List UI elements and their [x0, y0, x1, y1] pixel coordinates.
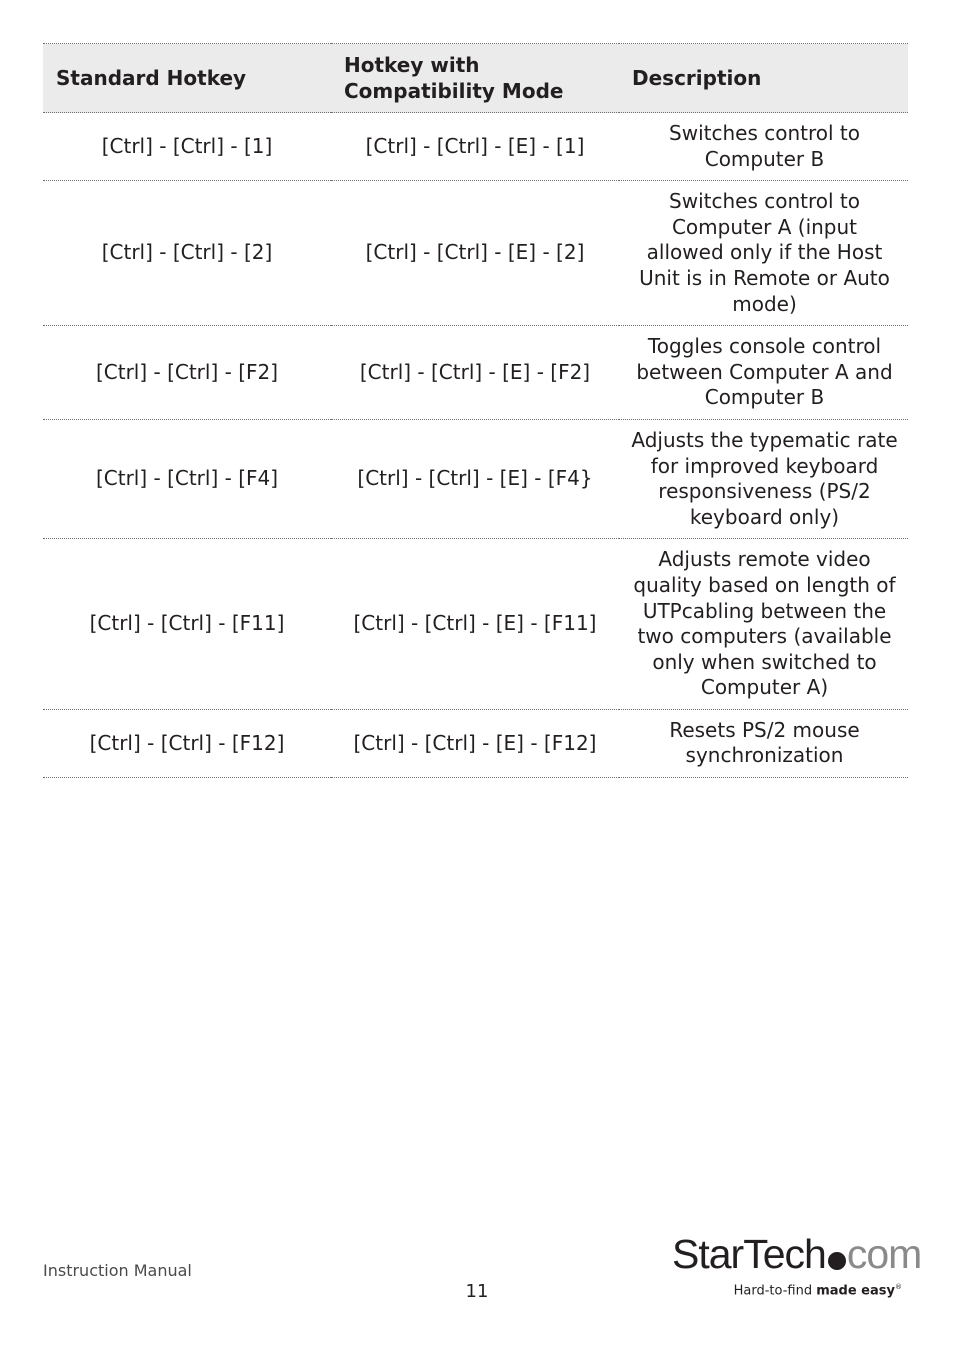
description-line: quality based on length of [633, 572, 896, 597]
logo-tagline [734, 1283, 902, 1298]
description-line: Switches control to [669, 189, 860, 214]
standard-hotkey-cell: [Ctrl] - [Ctrl] - [F12] [43, 709, 331, 777]
description-cell [619, 709, 908, 777]
compat-hotkey-cell: [Ctrl] - [Ctrl] - [E] - [F12] [331, 709, 619, 777]
description-line: Computer B [704, 385, 825, 410]
page-number: 11 [465, 1281, 489, 1302]
tagline-bold: made easy [816, 1283, 895, 1299]
table-row [43, 113, 908, 181]
description-line: allowed only if the Host [646, 240, 883, 265]
description-cell [619, 181, 908, 326]
logo-brand: StarTech [672, 1231, 826, 1277]
startech-logo [672, 1231, 922, 1304]
description-line: keyboard only) [689, 504, 840, 529]
description-cell [619, 539, 908, 710]
logo-tld: com [846, 1231, 922, 1277]
standard-hotkey-cell: [Ctrl] - [Ctrl] - [2] [43, 181, 331, 326]
description-line: only when switched to [652, 649, 877, 674]
description-cell [619, 113, 908, 181]
compat-hotkey-cell: [Ctrl] - [Ctrl] - [E] - [2] [331, 181, 619, 326]
description-line: Computer B [704, 146, 825, 171]
tagline-plain: Hard-to-find [733, 1283, 817, 1299]
header-description: Description [619, 44, 908, 113]
description-line: UTPcabling between the [642, 598, 887, 623]
header-compatibility-hotkey [331, 44, 619, 113]
standard-hotkey-cell: [Ctrl] - [Ctrl] - [1] [43, 113, 331, 181]
description-line: between Computer A and [636, 359, 893, 384]
description-line: Adjusts the typematic rate [631, 427, 898, 452]
description-line: mode) [732, 291, 797, 316]
table-row [43, 181, 908, 326]
compat-hotkey-cell: [Ctrl] - [Ctrl] - [E] - [F11] [331, 539, 619, 710]
table-header-row [43, 44, 908, 113]
description-cell [619, 419, 908, 538]
compat-hotkey-cell: [Ctrl] - [Ctrl] - [E] - [F4} [331, 419, 619, 538]
description-line: for improved keyboard [650, 453, 879, 478]
description-line: Switches control to [669, 121, 860, 145]
compat-hotkey-cell: [Ctrl] - [Ctrl] - [E] - [1] [331, 113, 619, 181]
header-compat-line2: Compatibility Mode [344, 79, 564, 103]
logo-wordmark [672, 1232, 921, 1276]
table-row [43, 539, 908, 710]
standard-hotkey-cell: [Ctrl] - [Ctrl] - [F2] [43, 326, 331, 420]
description-line: Computer A (input [671, 214, 858, 239]
description-line: Computer A) [700, 675, 829, 700]
description-line: responsiveness (PS/2 [658, 479, 871, 504]
footer-label: Instruction Manual [43, 1261, 192, 1280]
description-line: Resets PS/2 mouse [669, 717, 860, 742]
registered-mark: ® [895, 1283, 902, 1291]
compat-hotkey-cell: [Ctrl] - [Ctrl] - [E] - [F2] [331, 326, 619, 420]
description-line: synchronization [685, 743, 844, 768]
description-line: two computers (available [637, 624, 892, 649]
header-standard-hotkey: Standard Hotkey [43, 44, 331, 113]
table-row [43, 326, 908, 420]
description-line: Unit is in Remote or Auto [639, 265, 890, 290]
logo-dot-icon [828, 1252, 846, 1270]
header-compat-line1: Hotkey with [344, 53, 480, 77]
standard-hotkey-cell: [Ctrl] - [Ctrl] - [F11] [43, 539, 331, 710]
description-cell [619, 326, 908, 420]
description-line: Toggles console control [647, 334, 882, 359]
description-line: Adjusts remote video [658, 547, 871, 572]
hotkey-table [43, 43, 908, 778]
table-row [43, 419, 908, 538]
table-row [43, 709, 908, 777]
standard-hotkey-cell: [Ctrl] - [Ctrl] - [F4] [43, 419, 331, 538]
